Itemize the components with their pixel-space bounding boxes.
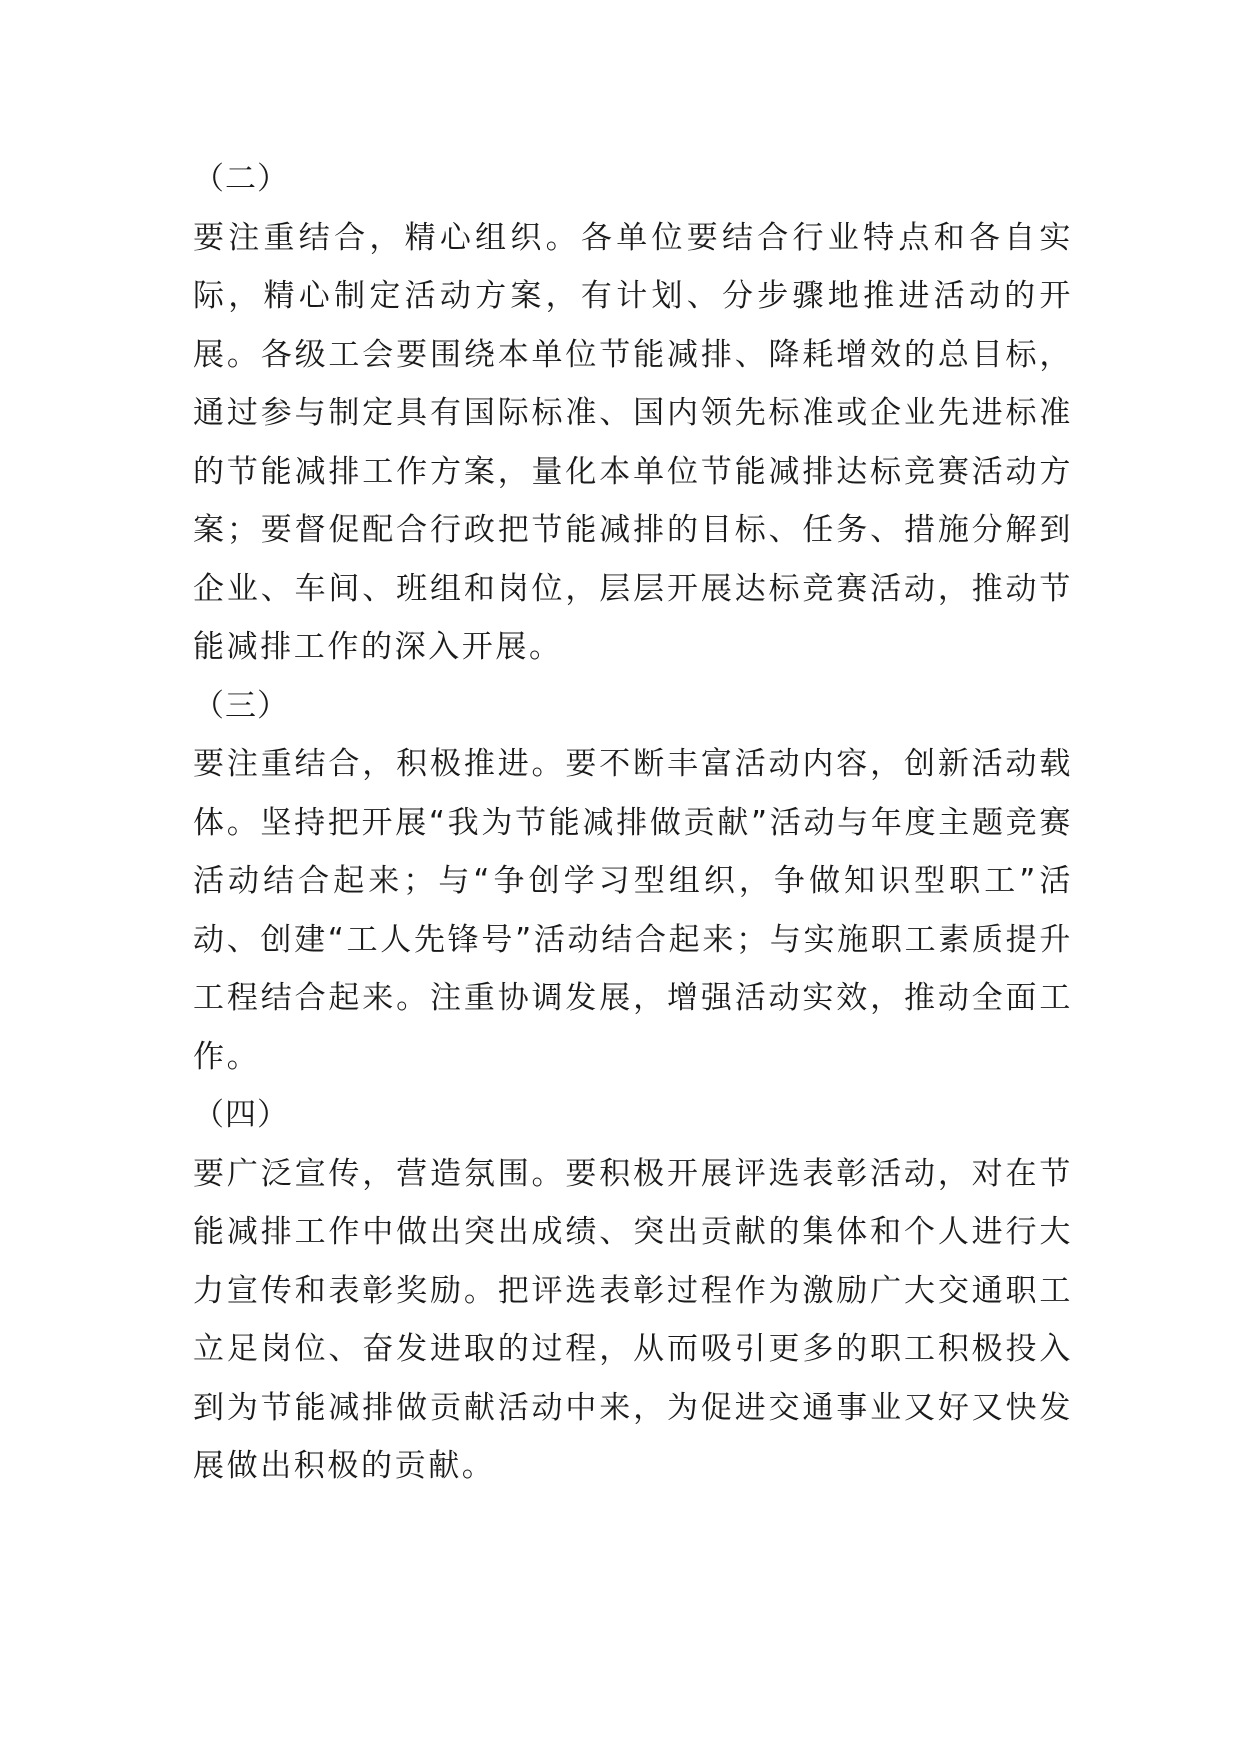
section-heading-4: （四） (193, 1097, 289, 1133)
section-paragraph-2: 要注重结合，精心组织。各单位要结合行业特点和各自实际，精心制定活动方案，有计划、分步骤地推进活动的开展。各级工会要围绕本单位节能减排、降耗增效的总目标，通过参与制定具有国际标准、国内领先标准或企业先进标准的节能减排工作方案，量化本单位节能减排达标竞赛活动方案；要督促配合行政把节能减排的目标、任务、措施分解到企业、车间、班组和岗位，层层开展达标竞赛活动，推动节能减排工作的深入开展。 (193, 219, 1073, 665)
section-paragraph-4: 要广泛宣传，营造氛围。要积极开展评选表彰活动，对在节能减排工作中做出突出成绩、突出贡献的集体和个人进行大力宣传和表彰奖励。把评选表彰过程作为激励广大交通职工立足岗位、奋发进取的过程，从而吸引更多的职工积极投入到为节能减排做贡献活动中来，为促进交通事业又好又快发展做出积极的贡献。 (193, 1155, 1073, 1484)
section-heading-2: （二） (193, 161, 289, 197)
section-heading-3: （三） (193, 687, 289, 724)
section-paragraph-3: 要注重结合，积极推进。要不断丰富活动内容，创新活动载体。坚持把开展“我为节能减排做贡献”活动与年度主题竞赛活动结合起来；与“争创学习型组织，争做知识型职工”活动、创建“工人先锋号”活动结合起来；与实施职工素质提升工程结合起来。注重协调发展，增强活动实效，推动全面工作。 (193, 746, 1073, 1075)
document-body (193, 150, 1073, 1496)
